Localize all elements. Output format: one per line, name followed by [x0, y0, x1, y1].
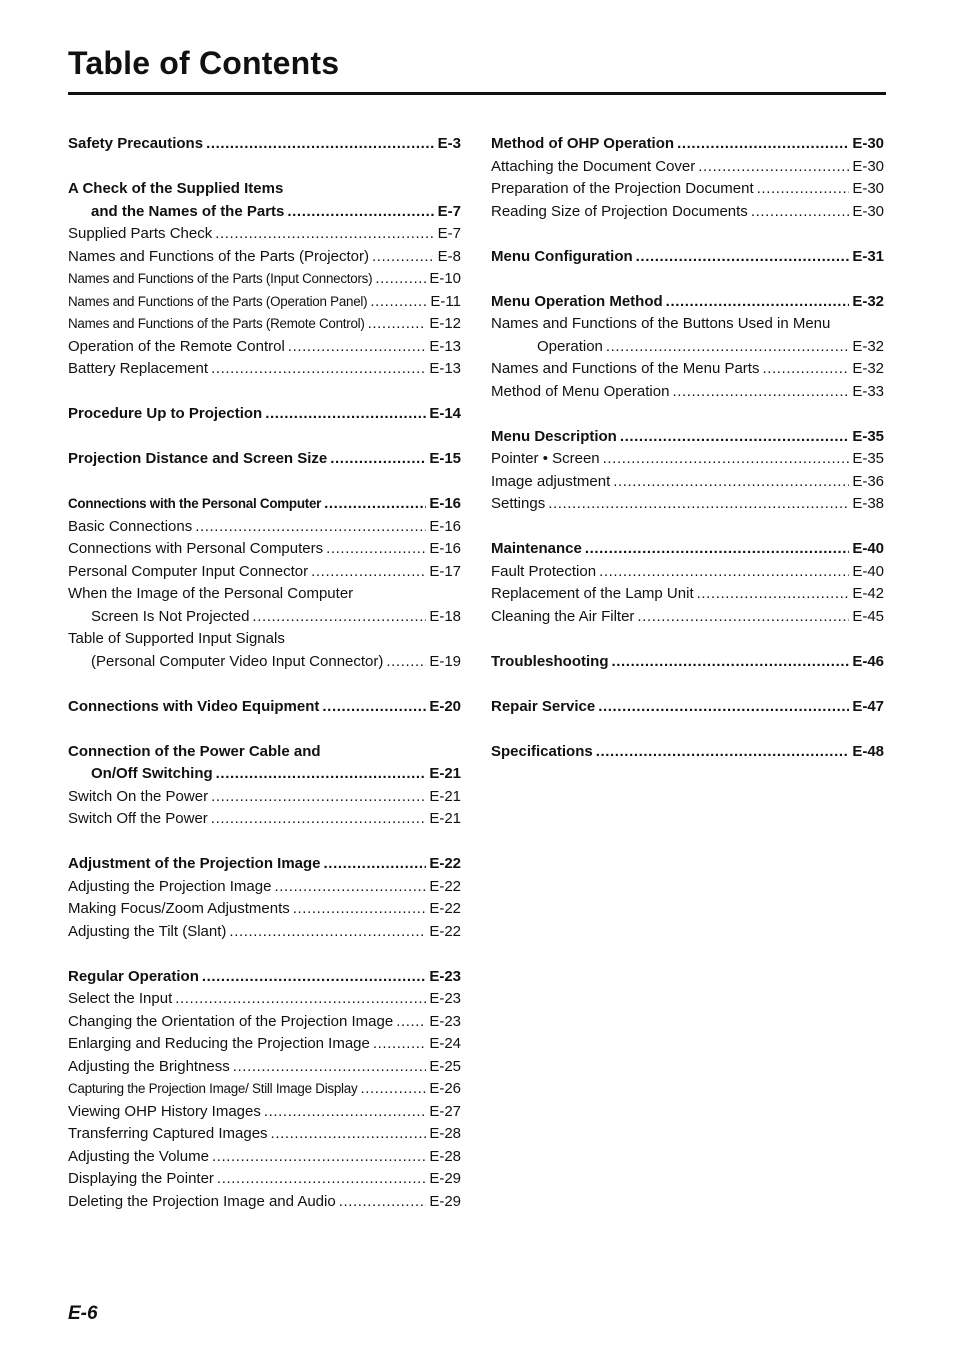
toc-entry[interactable]	[68, 1123, 461, 1146]
toc-entry-page: E-48	[852, 742, 884, 760]
toc-dot-leader	[216, 763, 427, 786]
toc-spacer	[491, 516, 884, 539]
toc-entry-page: E-23	[429, 1012, 461, 1030]
toc-spacer	[68, 381, 461, 404]
toc-entry-page: E-23	[429, 990, 461, 1007]
toc-dot-leader	[212, 1146, 426, 1169]
toc-entry-page: E-32	[852, 337, 884, 355]
toc-spacer	[491, 718, 884, 741]
toc-entry[interactable]	[68, 1101, 461, 1124]
toc-entry-page: E-30	[852, 157, 884, 175]
toc-entry-label: Adjusting the Volume	[68, 1147, 209, 1165]
toc-dot-leader	[697, 583, 850, 606]
toc-entry-label: On/Off Switching	[91, 765, 213, 782]
toc-dot-leader	[293, 898, 427, 921]
toc-entry-label: Connections with Video Equipment	[68, 697, 320, 715]
toc-entry[interactable]	[68, 133, 461, 156]
toc-entry-label: Viewing OHP History Images	[68, 1102, 261, 1120]
toc-spacer	[68, 943, 461, 966]
toc-entry[interactable]	[68, 336, 461, 359]
toc-entry[interactable]	[491, 448, 884, 471]
toc-entry[interactable]	[68, 1011, 461, 1034]
toc-entry-label: Settings	[491, 495, 546, 512]
toc-entry-label: Names and Functions of the Parts (Projector)	[68, 247, 369, 265]
toc-entry[interactable]	[491, 381, 884, 404]
toc-entry[interactable]	[68, 1146, 461, 1169]
toc-dot-leader	[274, 876, 426, 899]
toc-entry-label: Basic Connections	[68, 517, 193, 535]
toc-entry[interactable]	[491, 313, 884, 336]
toc-dot-leader	[386, 651, 426, 674]
toc-dot-leader	[233, 1056, 427, 1079]
toc-entry-label: Cleaning the Air Filter	[491, 607, 635, 625]
toc-dot-leader	[360, 1078, 426, 1101]
toc-dot-leader	[322, 696, 426, 719]
toc-entry-page: E-14	[429, 405, 461, 422]
toc-dot-leader	[762, 358, 849, 381]
toc-entry[interactable]	[491, 696, 884, 719]
toc-entry-page: E-30	[852, 135, 884, 152]
toc-entry-label: Making Focus/Zoom Adjustments	[68, 900, 290, 917]
toc-spacer	[68, 718, 461, 741]
toc-entry[interactable]	[491, 133, 884, 156]
toc-entry-page: E-21	[429, 765, 461, 782]
toc-entry-page: E-27	[429, 1102, 461, 1120]
toc-dot-leader	[206, 133, 435, 156]
toc-entry-page: E-35	[852, 450, 884, 467]
toc-entry-page: E-28	[429, 1147, 461, 1165]
toc-entry-label: Procedure Up to Projection	[68, 405, 263, 422]
toc-entry-label: Image adjustment	[491, 472, 611, 490]
toc-dot-leader	[596, 741, 850, 764]
toc-dot-leader	[202, 966, 426, 989]
toc-dot-leader	[677, 133, 849, 156]
toc-dot-leader	[757, 178, 850, 201]
toc-entry[interactable]	[68, 268, 461, 291]
toc-entry-label: Table of Supported Input Signals	[68, 630, 285, 647]
toc-spacer	[68, 156, 461, 179]
toc-entry-label: Operation	[537, 337, 603, 355]
toc-entry-page: E-35	[852, 427, 884, 445]
toc-entry-label: Personal Computer Input Connector	[68, 562, 309, 580]
toc-entry-page: E-20	[429, 697, 461, 715]
toc-entry-label: Names and Functions of the Parts (Remote Control)	[68, 316, 365, 331]
toc-dot-leader	[606, 336, 849, 359]
toc-entry-page: E-38	[852, 495, 884, 512]
toc-entry-label: Adjusting the Brightness	[68, 1057, 230, 1075]
toc-entry[interactable]	[68, 1033, 461, 1056]
toc-entry-label: Names and Functions of the Parts (Input Connectors)	[68, 271, 373, 286]
toc-entry-label: Regular Operation	[68, 967, 199, 985]
toc-entry-label: Switch Off the Power	[68, 810, 208, 827]
toc-entry-label: Switch On the Power	[68, 787, 209, 805]
toc-entry-page: E-21	[429, 787, 461, 805]
toc-dot-leader	[373, 1033, 426, 1056]
toc-dot-leader	[368, 313, 427, 336]
toc-entry-label: (Personal Computer Video Input Connector)	[91, 652, 384, 670]
toc-entry[interactable]	[68, 1078, 461, 1101]
toc-dot-leader	[252, 606, 426, 629]
toc-dot-leader	[698, 156, 849, 179]
toc-entry-label: Menu Operation Method	[491, 292, 663, 310]
toc-entry-label: Specifications	[491, 742, 593, 760]
toc-dot-leader	[613, 471, 849, 494]
toc-entry-label: Capturing the Projection Image/ Still Image Display	[68, 1081, 358, 1096]
toc-entry[interactable]	[68, 291, 461, 314]
toc-entry[interactable]	[68, 178, 461, 201]
toc-entry-label: Supplied Parts Check	[68, 225, 213, 242]
toc-entry-label: Operation of the Remote Control	[68, 337, 285, 355]
toc-entry-page: E-16	[429, 495, 461, 512]
toc-entry-page: E-26	[429, 1080, 461, 1097]
toc-entry[interactable]	[68, 583, 461, 606]
toc-spacer	[491, 628, 884, 651]
toc-dot-leader	[598, 696, 849, 719]
toc-entry-label: Preparation of the Projection Document	[491, 180, 754, 197]
toc-entry[interactable]	[68, 628, 461, 651]
toc-spacer	[491, 268, 884, 291]
toc-entry[interactable]	[68, 561, 461, 584]
toc-spacer	[68, 471, 461, 494]
toc-entry-page: E-11	[430, 292, 461, 310]
toc-entry-label: Fault Protection	[491, 562, 597, 580]
toc-dot-leader	[603, 448, 850, 471]
toc-entry[interactable]	[491, 358, 884, 381]
page-number: E-6	[68, 1303, 98, 1324]
toc-entry-page: E-18	[429, 607, 461, 625]
toc-entry-label: Menu Configuration	[491, 247, 633, 265]
toc-entry[interactable]	[68, 651, 461, 674]
toc-dot-leader	[330, 448, 426, 471]
toc-entry-label: Projection Distance and Screen Size	[68, 450, 328, 467]
toc-spacer	[68, 426, 461, 449]
toc-entry[interactable]	[68, 741, 461, 764]
toc-entry-label: Maintenance	[491, 540, 582, 557]
toc-entry-label: Method of OHP Operation	[491, 135, 675, 152]
toc-entry-page: E-28	[429, 1125, 461, 1142]
toc-entry-label: Method of Menu Operation	[491, 382, 670, 400]
toc-entry-label: Names and Functions of the Buttons Used in Menu	[491, 315, 831, 332]
toc-entry-page: E-33	[852, 382, 884, 400]
toc-entry-page: E-16	[429, 517, 461, 535]
toc-entry-page: E-24	[429, 1035, 461, 1052]
toc-dot-leader	[620, 426, 849, 449]
toc-dot-leader	[666, 291, 850, 314]
toc-entry-page: E-22	[429, 922, 461, 940]
toc-entry-label: Changing the Orientation of the Projection Image	[68, 1012, 394, 1030]
toc-entry-page: E-36	[852, 472, 884, 490]
toc-dot-leader	[175, 988, 426, 1011]
toc-entry[interactable]	[491, 741, 884, 764]
toc-entry-page: E-17	[429, 562, 461, 580]
toc-entry-page: E-23	[429, 967, 461, 985]
toc-entry-page: E-3	[437, 135, 461, 152]
toc-entry-page: E-46	[852, 652, 884, 670]
toc-entry-label: Screen Is Not Projected	[91, 607, 250, 625]
toc-entry[interactable]	[68, 358, 461, 381]
toc-spacer	[491, 403, 884, 426]
toc-dot-leader	[339, 1191, 427, 1214]
toc-entry-label: Replacement of the Lamp Unit	[491, 585, 694, 602]
toc-spacer	[491, 223, 884, 246]
toc-dot-leader	[215, 223, 434, 246]
toc-entry-page: E-8	[437, 247, 461, 265]
toc-entry-label: Reading Size of Projection Documents	[491, 202, 748, 220]
toc-entry[interactable]	[491, 651, 884, 674]
toc-entry-label: Adjusting the Tilt (Slant)	[68, 922, 227, 940]
toc-entry[interactable]	[68, 493, 461, 516]
toc-dot-leader	[324, 493, 426, 516]
toc-entry[interactable]	[68, 313, 461, 336]
toc-entry-label: Pointer • Screen	[491, 450, 600, 467]
toc-entry-label: Adjusting the Projection Image	[68, 877, 272, 895]
toc-dot-leader	[370, 291, 427, 314]
toc-entry-label: Displaying the Pointer	[68, 1170, 214, 1187]
toc-dot-leader	[672, 381, 849, 404]
toc-entry[interactable]	[491, 246, 884, 269]
toc-entry-page: E-7	[437, 202, 461, 220]
toc-entry-page: E-40	[852, 562, 884, 580]
toc-entry-page: E-30	[852, 202, 884, 220]
toc-entry-label: Connections with Personal Computers	[68, 540, 324, 557]
toc-entry-label: Connection of the Power Cable and	[68, 742, 321, 760]
toc-entry[interactable]	[491, 178, 884, 201]
toc-entry[interactable]	[68, 921, 461, 944]
toc-dot-leader	[324, 853, 427, 876]
toc-entry[interactable]	[68, 853, 461, 876]
toc-entry[interactable]	[491, 583, 884, 606]
toc-spacer	[68, 673, 461, 696]
toc-spacer	[68, 831, 461, 854]
toc-entry-label: Enlarging and Reducing the Projection Image	[68, 1035, 370, 1052]
toc-dot-leader	[288, 336, 427, 359]
toc-dot-leader	[211, 786, 426, 809]
toc-dot-leader	[217, 1168, 426, 1191]
toc-entry-page: E-19	[429, 652, 461, 670]
toc-entry-page: E-10	[429, 270, 461, 287]
toc-entry[interactable]	[68, 966, 461, 989]
toc-entry-page: E-22	[429, 900, 461, 917]
toc-entry-page: E-22	[429, 877, 461, 895]
toc-entry[interactable]	[491, 561, 884, 584]
toc-dot-leader	[265, 403, 426, 426]
toc-dot-leader	[211, 358, 426, 381]
toc-entry[interactable]	[68, 786, 461, 809]
toc-entry-label: Menu Description	[491, 427, 617, 445]
toc-entry-label: Names and Functions of the Parts (Operation Panel)	[68, 293, 368, 309]
toc-entry[interactable]	[491, 606, 884, 629]
toc-entry-label: Names and Functions of the Menu Parts	[491, 360, 760, 377]
toc-dot-leader	[637, 606, 849, 629]
toc-dot-leader	[271, 1123, 427, 1146]
toc-column-left	[68, 133, 461, 1213]
toc-entry[interactable]	[68, 403, 461, 426]
toc-entry-page: E-31	[852, 247, 884, 265]
toc-entry[interactable]	[68, 1168, 461, 1191]
toc-entry-label: Adjustment of the Projection Image	[68, 855, 321, 872]
toc-entry[interactable]	[68, 696, 461, 719]
toc-entry-page: E-42	[852, 585, 884, 602]
toc-entry-label: Troubleshooting	[491, 652, 609, 670]
toc-spacer	[491, 673, 884, 696]
toc-entry-page: E-29	[429, 1170, 461, 1187]
toc-entry-label: A Check of the Supplied Items	[68, 180, 284, 197]
toc-dot-leader	[751, 201, 850, 224]
toc-entry[interactable]	[491, 201, 884, 224]
page-title: Table of Contents	[68, 45, 340, 81]
toc-entry[interactable]	[68, 1191, 461, 1214]
toc-entry-label: Battery Replacement	[68, 360, 209, 377]
toc-entry[interactable]	[491, 156, 884, 179]
toc-entry[interactable]	[68, 808, 461, 831]
toc-dot-leader	[311, 561, 426, 584]
toc-entry[interactable]	[68, 1056, 461, 1079]
toc-entry[interactable]	[68, 876, 461, 899]
toc-entry[interactable]	[491, 291, 884, 314]
toc-dot-leader	[326, 538, 426, 561]
toc-dot-leader	[585, 538, 849, 561]
toc-entry-page: E-40	[852, 540, 884, 557]
toc-entry[interactable]	[68, 538, 461, 561]
toc-entry-page: E-13	[429, 360, 461, 377]
toc-entry-label: Select the Input	[68, 990, 173, 1007]
toc-dot-leader	[372, 246, 435, 269]
toc-entry-label: Connections with the Personal Computer	[68, 496, 322, 511]
toc-entry-page: E-30	[852, 180, 884, 197]
toc-entry-label: Repair Service	[491, 697, 596, 715]
toc-entry-page: E-32	[852, 360, 884, 377]
toc-column-right	[491, 133, 884, 763]
toc-dot-leader	[396, 1011, 426, 1034]
toc-entry[interactable]	[68, 201, 461, 224]
toc-entry-page: E-7	[437, 225, 461, 242]
toc-entry-page: E-13	[429, 337, 461, 355]
toc-entry[interactable]	[491, 471, 884, 494]
toc-dot-leader	[612, 651, 850, 674]
toc-entry-page: E-47	[852, 697, 884, 715]
toc-entry-label: and the Names of the Parts	[91, 202, 285, 220]
toc-entry-label: Transferring Captured Images	[68, 1125, 268, 1142]
toc-entry-page: E-45	[852, 607, 884, 625]
toc-dot-leader	[636, 246, 850, 269]
toc-entry-label: Safety Precautions	[68, 135, 204, 152]
toc-entry-page: E-22	[429, 855, 461, 872]
toc-entry[interactable]	[68, 606, 461, 629]
toc-entry-page: E-16	[429, 540, 461, 557]
toc-dot-leader	[375, 268, 426, 291]
toc-entry-page: E-12	[429, 315, 461, 332]
toc-entry-page: E-25	[429, 1057, 461, 1075]
toc-entry-page: E-32	[852, 292, 884, 310]
toc-entry[interactable]	[68, 763, 461, 786]
toc-entry[interactable]	[491, 493, 884, 516]
toc-dot-leader	[287, 201, 434, 224]
toc-entry[interactable]	[68, 223, 461, 246]
toc-entry[interactable]	[68, 246, 461, 269]
toc-entry-page: E-15	[429, 450, 461, 467]
toc-entry-page: E-29	[429, 1192, 461, 1210]
toc-entry-label: When the Image of the Personal Computer	[68, 585, 354, 602]
toc-entry-label: Deleting the Projection Image and Audio	[68, 1192, 336, 1210]
toc-entry[interactable]	[68, 448, 461, 471]
toc-entry-label: Attaching the Document Cover	[491, 157, 696, 175]
toc-entry[interactable]	[68, 516, 461, 539]
toc-entry-page: E-21	[429, 810, 461, 827]
toc-entry[interactable]	[491, 336, 884, 359]
toc-entry[interactable]	[68, 988, 461, 1011]
title-rule	[68, 92, 886, 95]
toc-dot-leader	[229, 921, 426, 944]
toc-dot-leader	[599, 561, 849, 584]
toc-dot-leader	[195, 516, 426, 539]
toc-entry[interactable]	[68, 898, 461, 921]
toc-dot-leader	[264, 1101, 426, 1124]
toc-dot-leader	[211, 808, 427, 831]
toc-dot-leader	[548, 493, 849, 516]
toc-entry[interactable]	[491, 426, 884, 449]
toc-entry[interactable]	[491, 538, 884, 561]
